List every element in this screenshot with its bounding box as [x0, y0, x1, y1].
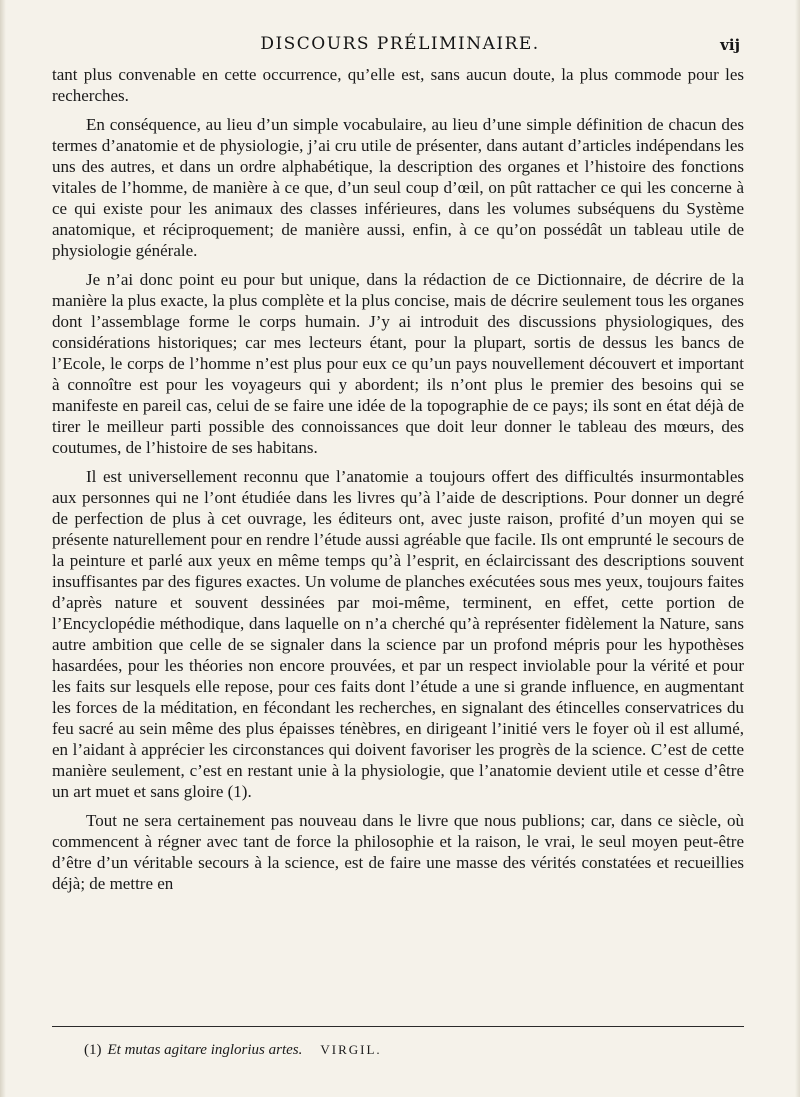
paragraph-continuation: tant plus convenable en cette occurrence, qu’elle est, sans aucun doute, la plus commode pour les recherches.	[52, 65, 744, 105]
page-gutter-shadow	[0, 0, 6, 1097]
body-text	[52, 64, 744, 902]
running-head	[60, 34, 740, 58]
paragraph: Tout ne sera certainement pas nouveau dans le livre que nous publions; car, dans ce siècle, où commencent à régner avec tant de force la philosophie et la raison, le vrai, le seul moyen peut-être d’être d’un véritable secours à la science, est de faire une masse des vérités constatées et recueillies déjà; de mettre en	[52, 811, 744, 893]
paragraph: En conséquence, au lieu d’un simple vocabulaire, au lieu d’une simple définition de chacun des termes d’anatomie et de physiologie, j’ai cru utile de présenter, dans autant d’articles indépendans les uns des autres, et dans un ordre alphabétique, la description des organes et l’histoire des fonctions vitales de l’homme, de manière à ce que, d’un seul coup d’œil, on pût rattacher ce qui les concerne à ce qui existe pour les animaux des classes inférieures, dans les volumes subséquens du Système anatomique, et réciproquement; de manière aussi, enfin, à ce qu’on possédât un tableau utile de physiologie générale.	[52, 115, 744, 260]
footnote-divider	[52, 1026, 744, 1027]
footnote-author: VIRGIL.	[320, 1042, 382, 1057]
footnote-marker: (1)	[84, 1042, 102, 1058]
paragraph: Il est universellement reconnu que l’anatomie a toujours offert des difficultés insurmontables aux personnes qui ne l’ont étudiée dans les livres qu’à l’aide de descriptions. Pour donner un degré de perfection de plus à cet ouvrage, les éditeurs ont, avec juste raison, profité d’un moyen qui se présente naturellement pour en rendre l’étude aussi agréable que facile. Ils ont emprunté le secours de la peinture et parlé aux yeux en même temps qu’à l’esprit, en éclaircissant des descriptions souvent insuffisantes par des figures exactes. Un volume de planches exécutées sous mes yeux, toujours faites d’après nature et souvent dessinées par moi-même, terminent, en effet, cette portion de l’Encyclopédie méthodique, dans laquelle on n’a cherché qu’à représenter fidèlement la Nature, sans autre ambition que celle de se signaler dans la science par un profond mépris pour les hypothèses hasardées, pour les théories non encore prouvées, et par un respect inviolable pour la vérité et pour les faits sur lesquels elle repose, pour ces faits dont l’étude a une si grande influence, en augmentant les forces de la méditation, en fécondant les recherches, en signalant des étincelles conservatrices du feu sacré au sein même des plus épaisses ténèbres, en dirigeant l’initié vers le foyer où il est allumé, en l’aidant à apprécier les circonstances qui doivent favoriser les progrès de la science. C’est de cette manière seulement, c’est en restant unie à la physiologie, que l’anatomie devient utile et cesse d’être un art muet et sans gloire (1).	[52, 467, 744, 801]
page-number: vij	[720, 36, 740, 54]
paragraph: Je n’ai donc point eu pour but unique, dans la rédaction de ce Dictionnaire, de décrire de la manière la plus exacte, la plus complète et la plus concise, mais de décrire seulement tous les organes dont l’assemblage forme le corps humain. J’y ai introduit des discussions physiologiques, des considérations historiques; car mes lecteurs étant, pour la plupart, sortis de dessus les bancs de l’Ecole, le corps de l’homme n’est plus pour eux ce qu’un pays nouvellement découvert et important à connoître est pour les voyageurs qui y abordent; ils n’ont plus le premier des besoins qui se manifeste en pareil cas, celui de se faire une idée de la topographie de ce pays; ils sont en état déjà de tirer le meilleur parti possible des connoissances que doit leur donner le tableau des mœurs, des coutumes, de l’histoire de ses habitans.	[52, 270, 744, 457]
footnote	[84, 1042, 382, 1059]
page-edge-shadow	[795, 0, 800, 1097]
footnote-quote: Et mutas agitare inglorius artes.	[107, 1042, 303, 1058]
running-title: DISCOURS PRÉLIMINAIRE.	[260, 34, 540, 54]
